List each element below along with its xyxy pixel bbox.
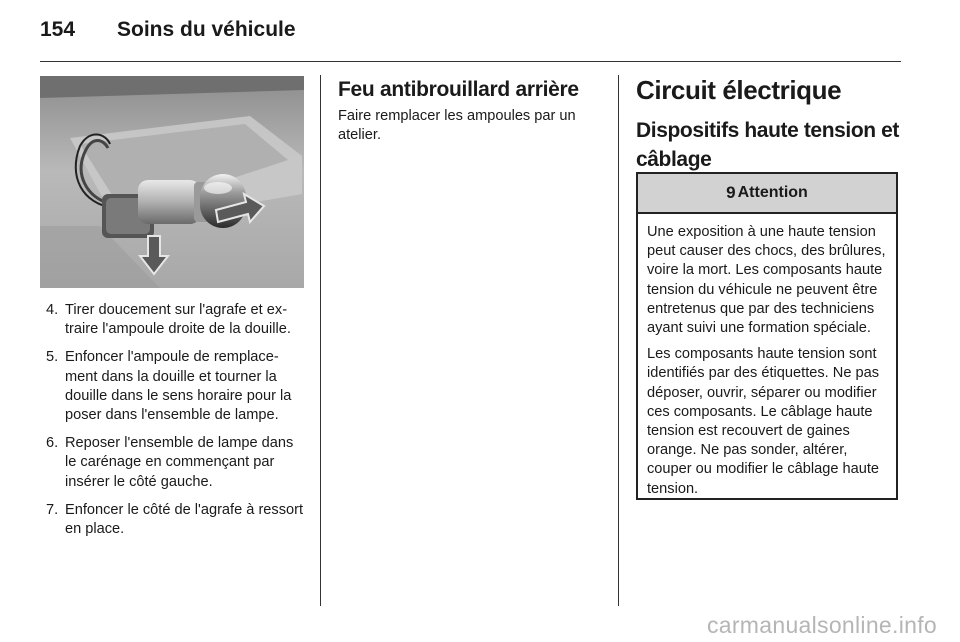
page-header xyxy=(40,18,900,48)
warning-icon: 9 xyxy=(726,183,736,202)
instruction-steps xyxy=(40,301,306,548)
step-item: 5. Enfoncer l'ampoule de remplacement dans la douille et tourner la douille dans le sens horaire pour la poser dans l'ensemble de lampe. xyxy=(46,349,292,424)
column-divider-left xyxy=(320,75,321,606)
warning-body xyxy=(638,214,896,499)
bulb-removal-illustration xyxy=(40,76,304,288)
electrical-circuit-heading: Circuit électrique xyxy=(636,75,842,105)
high-voltage-subheading: Dispositifs haute tension et câblage xyxy=(636,119,899,171)
column-divider-right xyxy=(618,75,619,606)
section-title: Soins du véhicule xyxy=(117,18,296,41)
warning-header xyxy=(638,174,896,214)
fog-light-text: Faire remplacer les ampoules par un atelier. xyxy=(338,108,576,143)
header-rule xyxy=(40,61,901,62)
warning-label: Attention xyxy=(737,184,808,201)
warning-paragraph: Une exposition à une haute tension peut causer des chocs, des brûlures, voire la mort. Les composants haute tension du véhicule ne peuvent être entretenus que par des techniciens ayant suivi une formation spéciale. xyxy=(647,224,886,337)
step-item: 4. Tirer doucement sur l'agrafe et extraire l'ampoule droite de la douille. xyxy=(46,302,291,338)
step-item: 6. Reposer l'ensemble de lampe dans le carénage en commençant par insérer le côté gauche. xyxy=(46,435,294,490)
step-item: 7. Enfoncer le côté de l'agrafe à ressort en place. xyxy=(46,501,304,538)
warning-paragraph: Les composants haute tension sont identifiés par des étiquettes. Ne pas déposer, ouvrir, séparer ou modifier ces composants. Le câblage haute tension est recouvert de gaines orange. Ne pas sonder, altérer, couper ou modifier le câblage haute tension. xyxy=(647,346,880,497)
warning-box xyxy=(636,172,898,500)
page-number: 154 xyxy=(40,18,76,41)
watermark: carmanualsonline.info xyxy=(706,612,937,638)
fog-light-heading: Feu antibrouillard arrière xyxy=(338,78,579,101)
